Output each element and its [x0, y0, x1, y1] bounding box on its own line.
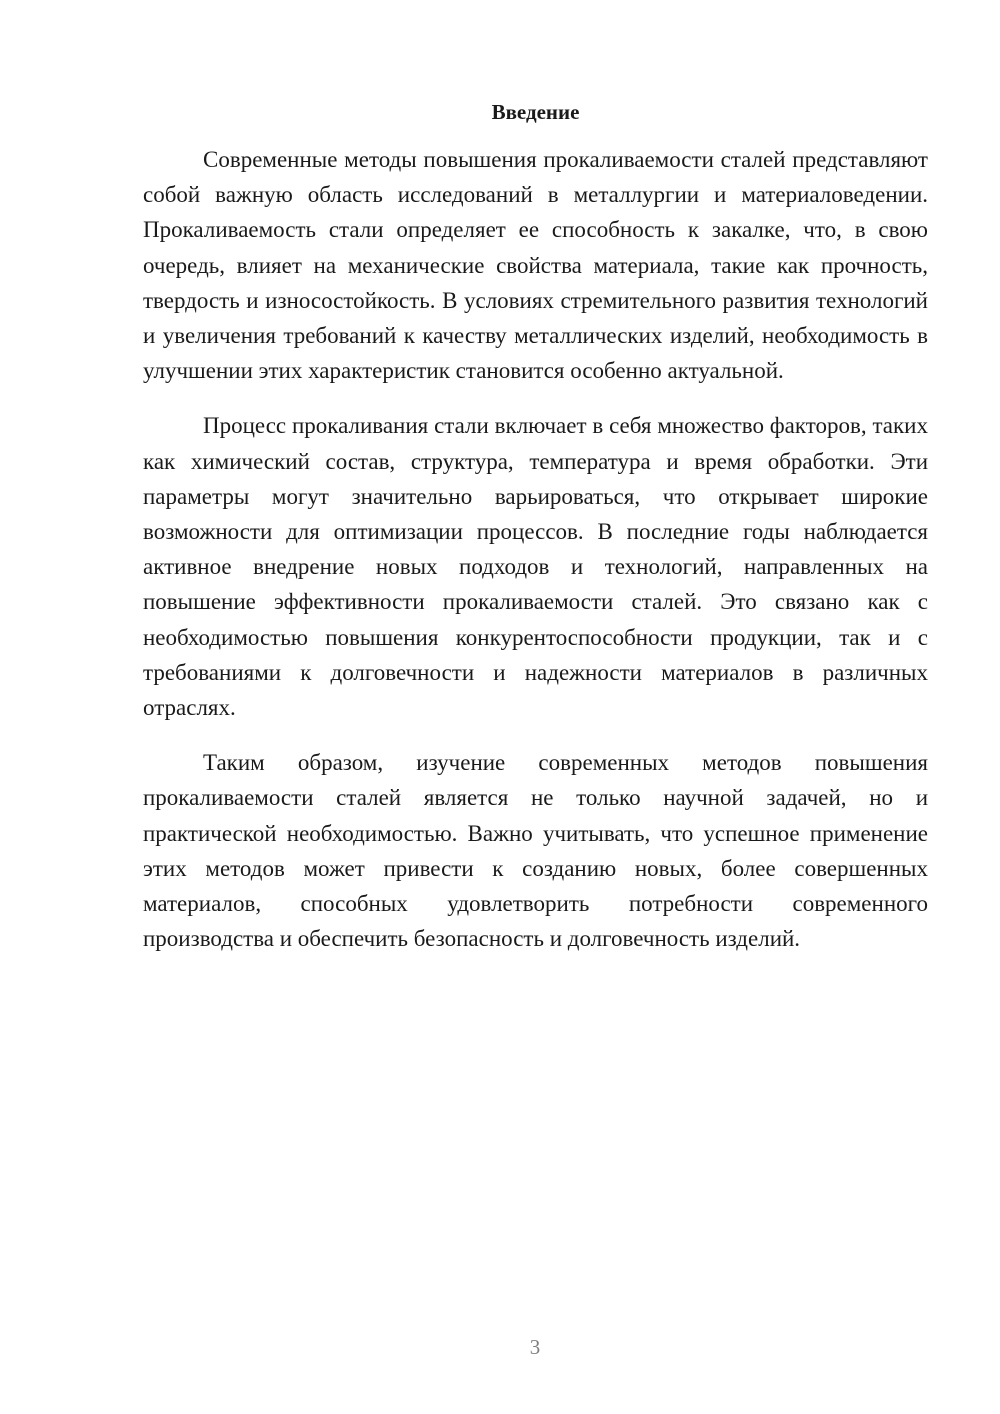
paragraph-3: Таким образом, изучение современных методов повышения прокаливаемости сталей является не только научной задачей, но и практической необходимостью. Важно учитывать, что успешное применение этих методов может привести к созданию новых, более совершенных материалов, способных удовлетворить потребности современного производства и обеспечить безопасность и долговечность изделий. — [143, 750, 928, 952]
paragraph-1: Современные методы повышения прокаливаемости сталей представляют собой важную область исследований в металлургии и материаловедении. Прокаливаемость стали определяет ее способность к закалке, что, в свою очередь, влияет на механические свойства материала, такие как прочность, твердость и износостойкость. В условиях стремительного развития технологий и увеличения требований к качеству металлических изделий, необходимость в улучшении этих характеристик становится особенно актуальной. — [143, 147, 928, 384]
page-title: Введение — [491, 100, 580, 124]
paragraph-2: Процесс прокаливания стали включает в себя множество факторов, таких как химический состав, структура, температура и время обработки. Эти параметры могут значительно варьироваться, что открывает широкие возможности для оптимизации процессов. В последние годы наблюдается активное внедрение новых подходов и технологий, направленных на повышение эффективности прокаливаемости сталей. Это связано как с необходимостью повышения конкурентоспособности продукции, так и с требованиями к долговечности и надежности материалов в различных отраслях. — [143, 413, 928, 721]
page-number: 3 — [529, 1335, 541, 1359]
document-body — [143, 142, 928, 956]
